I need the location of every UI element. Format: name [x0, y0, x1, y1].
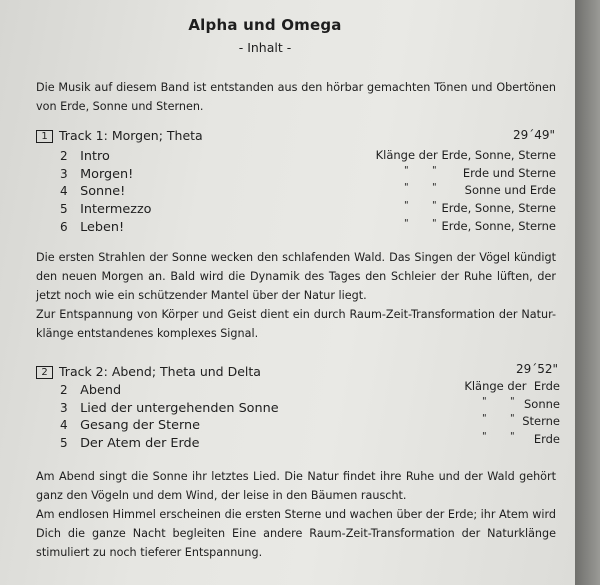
ditto-mark: ": [510, 395, 515, 407]
ditto-mark: ": [404, 182, 409, 194]
track-2-duration: 29´52": [516, 362, 559, 376]
item-title: Der Atem der Erde: [80, 436, 200, 452]
list-item: 2 Intro: [60, 149, 110, 164]
item-title: Abend: [80, 383, 122, 398]
description: Erde und Sterne: [462, 165, 556, 180]
list-item: 5 Der Atem der Erde: [60, 436, 200, 452]
item-title: Morgen!: [80, 166, 134, 182]
item-title: Sonne!: [80, 184, 126, 200]
ditto-mark: ": [510, 431, 515, 443]
item-title: Intermezzo: [80, 202, 152, 218]
list-item: 4 Gesang der Sterne: [60, 418, 201, 434]
description: Erde, Sonne, Sterne: [441, 201, 556, 216]
intro-paragraph: [36, 78, 556, 116]
document-title: Alpha und Omega: [188, 16, 342, 34]
ditto-mark: ": [510, 413, 515, 425]
track-1-heading: [36, 128, 203, 143]
list-item: 4 Sonne!: [60, 184, 126, 200]
item-title: Leben!: [80, 219, 125, 235]
ditto-mark: ": [404, 164, 409, 176]
intro-line: Die Musik auf diesem Band ist entstanden aus den hörbar gemachten Tönen und Obertönen: [36, 81, 556, 94]
track-1-paragraph: [36, 248, 556, 343]
ditto-mark: ": [482, 395, 487, 407]
track-1-descriptions: [316, 147, 556, 236]
ditto-mark: ": [432, 182, 437, 194]
list-item: 5 Intermezzo: [60, 202, 152, 218]
paragraph-line: Dich die ganze Nacht begleiten Eine andere Raum-Zeit-Transformation der Naturklänge: [36, 527, 556, 540]
track-2-title: Track 2: Abend; Theta und Delta: [59, 364, 261, 379]
track-1-title: Track 1: Morgen; Theta: [59, 128, 203, 143]
item-title: Gesang der Sterne: [80, 418, 201, 434]
ditto-mark: ": [482, 413, 487, 425]
track-1-list: [60, 148, 152, 237]
track-1-duration: 29´49": [513, 128, 556, 142]
intro-line: von Erde, Sonne und Sternen.: [36, 100, 204, 113]
paragraph-line: stimuliert zu noch tieferer Entspannung.: [36, 546, 263, 559]
paragraph-line: klänge entstandenes komplexes Signal.: [36, 327, 259, 340]
paragraph-line: Die ersten Strahlen der Sonne wecken den schlafenden Wald. Das Singen der Vögel kündigt: [36, 251, 556, 264]
ditto-mark: ": [432, 217, 437, 229]
paragraph-line: Am Abend singt die Sonne ihr letztes Lied. Die Natur findet ihre Ruhe und der Wald gehört: [36, 470, 556, 483]
track-2-paragraph: [36, 467, 556, 562]
description: Klänge der Erde: [464, 379, 560, 393]
list-item: 6 Leben!: [60, 219, 125, 235]
description: Erde: [533, 432, 560, 447]
ditto-mark: ": [432, 164, 437, 176]
list-item: 2 Abend: [60, 383, 122, 398]
item-title: Lied der untergehenden Sonne: [80, 400, 279, 416]
ditto-mark: ": [404, 200, 409, 212]
paragraph-line: ganz den Vögeln und dem Wind, der leise in den Bäumen rauscht.: [36, 489, 407, 502]
description: Sterne: [522, 414, 560, 429]
ditto-mark: ": [482, 431, 487, 443]
track-1-number-box: 1: [36, 130, 53, 143]
track-2-heading: [36, 364, 261, 379]
track-2-list: [60, 382, 279, 453]
list-item: 3 Morgen!: [60, 166, 134, 182]
description: Sonne und Erde: [464, 183, 556, 198]
page-edge-shadow: [575, 0, 600, 585]
paragraph-line: Am endlosen Himmel erscheinen die ersten Sterne und wachen über der Erde; ihr Atem wird: [36, 508, 556, 521]
description: Erde, Sonne, Sterne: [441, 218, 556, 233]
paragraph-line: jetzt noch wie ein schützender Mantel über der Natur liegt.: [36, 289, 367, 302]
ditto-mark: ": [404, 217, 409, 229]
document-subtitle: - Inhalt -: [238, 40, 292, 55]
paragraph-line: den neuen Morgen an. Bald wird die Dynamik des Tages den Schleier der Ruhe lüften, der: [36, 270, 556, 283]
track-2-descriptions: [320, 378, 560, 449]
description: Sonne: [524, 396, 560, 411]
item-title: Intro: [80, 149, 110, 164]
ditto-mark: ": [432, 200, 437, 212]
paragraph-line: Zur Entspannung von Körper und Geist dient ein durch Raum-Zeit-Transformation der Natur-: [36, 308, 556, 321]
list-item: 3 Lied der untergehenden Sonne: [60, 400, 279, 416]
track-2-number-box: 2: [36, 366, 53, 379]
description: Klänge der Erde, Sonne, Sterne: [375, 148, 556, 162]
